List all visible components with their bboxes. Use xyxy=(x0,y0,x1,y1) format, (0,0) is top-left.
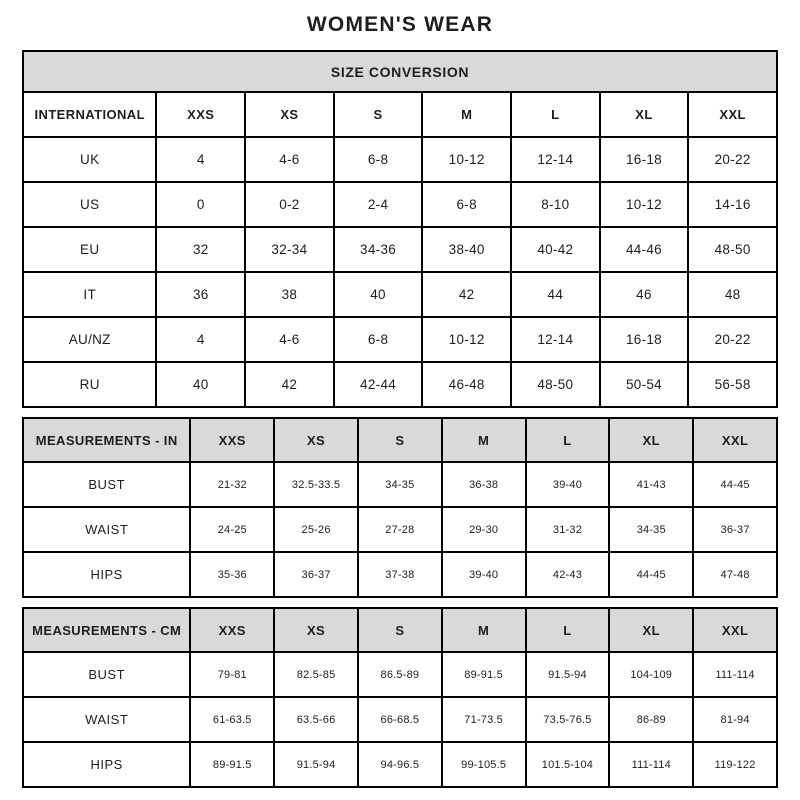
cell: 91.5-94 xyxy=(526,652,610,697)
cell: 101.5-104 xyxy=(526,742,610,787)
cell: 41-43 xyxy=(609,462,693,507)
row-us xyxy=(23,182,777,227)
row-label: HIPS xyxy=(23,552,190,597)
header-cell-s: S xyxy=(358,418,442,462)
cell: 94-96.5 xyxy=(358,742,442,787)
header-cell-xxs: XXS xyxy=(190,418,274,462)
cell: 20-22 xyxy=(688,317,777,362)
row-it xyxy=(23,272,777,317)
row-uk xyxy=(23,137,777,182)
cell: 40 xyxy=(334,272,423,317)
cell: 39-40 xyxy=(442,552,526,597)
cell: 16-18 xyxy=(600,317,689,362)
cell: 47-48 xyxy=(693,552,777,597)
cell: 36-38 xyxy=(442,462,526,507)
cell: 89-91.5 xyxy=(190,742,274,787)
header-cell-international: INTERNATIONAL xyxy=(23,92,156,137)
cell: 86-89 xyxy=(609,697,693,742)
cell: 111-114 xyxy=(693,652,777,697)
cell: 40 xyxy=(156,362,245,407)
cell: 24-25 xyxy=(190,507,274,552)
cell: 44-45 xyxy=(609,552,693,597)
cell: 40-42 xyxy=(511,227,600,272)
header-cell-l: L xyxy=(526,418,610,462)
cell: 42-43 xyxy=(526,552,610,597)
cell: 10-12 xyxy=(422,317,511,362)
cell: 46-48 xyxy=(422,362,511,407)
cell: 27-28 xyxy=(358,507,442,552)
row-label: WAIST xyxy=(23,507,190,552)
row-bust-in xyxy=(23,462,777,507)
measurements-cm-header-row xyxy=(23,608,777,652)
cell: 4 xyxy=(156,317,245,362)
cell: 31-32 xyxy=(526,507,610,552)
header-cell-xl: XL xyxy=(600,92,689,137)
cell: 42 xyxy=(422,272,511,317)
cell: 44-46 xyxy=(600,227,689,272)
cell: 79-81 xyxy=(190,652,274,697)
cell: 48-50 xyxy=(511,362,600,407)
header-cell-xl: XL xyxy=(609,608,693,652)
cell: 89-91.5 xyxy=(442,652,526,697)
cell: 56-58 xyxy=(688,362,777,407)
row-hips-cm xyxy=(23,742,777,787)
row-waist-in xyxy=(23,507,777,552)
cell: 39-40 xyxy=(526,462,610,507)
row-label: RU xyxy=(23,362,156,407)
cell: 4 xyxy=(156,137,245,182)
cell: 38 xyxy=(245,272,334,317)
cell: 50-54 xyxy=(600,362,689,407)
cell: 71-73.5 xyxy=(442,697,526,742)
cell: 44 xyxy=(511,272,600,317)
cell: 32.5-33.5 xyxy=(274,462,358,507)
cell: 111-114 xyxy=(609,742,693,787)
cell: 0-2 xyxy=(245,182,334,227)
row-aunz xyxy=(23,317,777,362)
row-label: EU xyxy=(23,227,156,272)
cell: 86.5-89 xyxy=(358,652,442,697)
row-label: AU/NZ xyxy=(23,317,156,362)
header-cell-s: S xyxy=(334,92,423,137)
cell: 119-122 xyxy=(693,742,777,787)
cell: 42 xyxy=(245,362,334,407)
header-cell-l: L xyxy=(526,608,610,652)
row-label: WAIST xyxy=(23,697,190,742)
header-cell-xxs: XXS xyxy=(156,92,245,137)
row-label: UK xyxy=(23,137,156,182)
cell: 32-34 xyxy=(245,227,334,272)
header-cell-l: L xyxy=(511,92,600,137)
header-cell-xs: XS xyxy=(245,92,334,137)
header-cell-xxl: XXL xyxy=(693,608,777,652)
row-eu xyxy=(23,227,777,272)
cell: 6-8 xyxy=(334,317,423,362)
measurements-in-table xyxy=(22,417,778,598)
size-conversion-title: SIZE CONVERSION xyxy=(23,51,777,92)
row-hips-in xyxy=(23,552,777,597)
cell: 8-10 xyxy=(511,182,600,227)
cell: 36 xyxy=(156,272,245,317)
cell: 91.5-94 xyxy=(274,742,358,787)
row-label: US xyxy=(23,182,156,227)
cell: 35-36 xyxy=(190,552,274,597)
cell: 44-45 xyxy=(693,462,777,507)
cell: 82.5-85 xyxy=(274,652,358,697)
size-conversion-table xyxy=(22,50,778,408)
cell: 66-68.5 xyxy=(358,697,442,742)
cell: 6-8 xyxy=(334,137,423,182)
cell: 104-109 xyxy=(609,652,693,697)
header-cell-xs: XS xyxy=(274,418,358,462)
cell: 4-6 xyxy=(245,137,334,182)
cell: 14-16 xyxy=(688,182,777,227)
cell: 34-35 xyxy=(609,507,693,552)
row-label: BUST xyxy=(23,652,190,697)
row-label: BUST xyxy=(23,462,190,507)
header-cell-s: S xyxy=(358,608,442,652)
header-cell-xl: XL xyxy=(609,418,693,462)
page-title: WOMEN'S WEAR xyxy=(306,13,494,36)
cell: 12-14 xyxy=(511,137,600,182)
cell: 99-105.5 xyxy=(442,742,526,787)
cell: 42-44 xyxy=(334,362,423,407)
cell: 29-30 xyxy=(442,507,526,552)
size-header-row xyxy=(23,92,777,137)
cell: 37-38 xyxy=(358,552,442,597)
cell: 10-12 xyxy=(600,182,689,227)
cell: 6-8 xyxy=(422,182,511,227)
header-cell-m: M xyxy=(442,608,526,652)
cell: 61-63.5 xyxy=(190,697,274,742)
cell: 46 xyxy=(600,272,689,317)
table-banner-row xyxy=(23,51,777,92)
measurements-in-header-row xyxy=(23,418,777,462)
row-waist-cm xyxy=(23,697,777,742)
measurements-cm-table xyxy=(22,607,778,788)
cell: 34-36 xyxy=(334,227,423,272)
row-ru xyxy=(23,362,777,407)
cell: 81-94 xyxy=(693,697,777,742)
cell: 38-40 xyxy=(422,227,511,272)
cell: 21-32 xyxy=(190,462,274,507)
cell: 36-37 xyxy=(693,507,777,552)
row-label: HIPS xyxy=(23,742,190,787)
row-label: IT xyxy=(23,272,156,317)
cell: 10-12 xyxy=(422,137,511,182)
cell: 34-35 xyxy=(358,462,442,507)
cell: 16-18 xyxy=(600,137,689,182)
cell: 48 xyxy=(688,272,777,317)
row-bust-cm xyxy=(23,652,777,697)
cell: 48-50 xyxy=(688,227,777,272)
cell: 73.5-76.5 xyxy=(526,697,610,742)
cell: 4-6 xyxy=(245,317,334,362)
cell: 25-26 xyxy=(274,507,358,552)
cell: 0 xyxy=(156,182,245,227)
header-cell-m: M xyxy=(422,92,511,137)
header-cell-xxl: XXL xyxy=(688,92,777,137)
header-cell-xs: XS xyxy=(274,608,358,652)
header-cell-xxs: XXS xyxy=(190,608,274,652)
cell: 36-37 xyxy=(274,552,358,597)
measurements-cm-title: MEASUREMENTS - CM xyxy=(23,608,190,652)
header-cell-xxl: XXL xyxy=(693,418,777,462)
cell: 2-4 xyxy=(334,182,423,227)
measurements-in-title: MEASUREMENTS - IN xyxy=(23,418,190,462)
header-cell-m: M xyxy=(442,418,526,462)
cell: 63.5-66 xyxy=(274,697,358,742)
cell: 20-22 xyxy=(688,137,777,182)
cell: 32 xyxy=(156,227,245,272)
cell: 12-14 xyxy=(511,317,600,362)
